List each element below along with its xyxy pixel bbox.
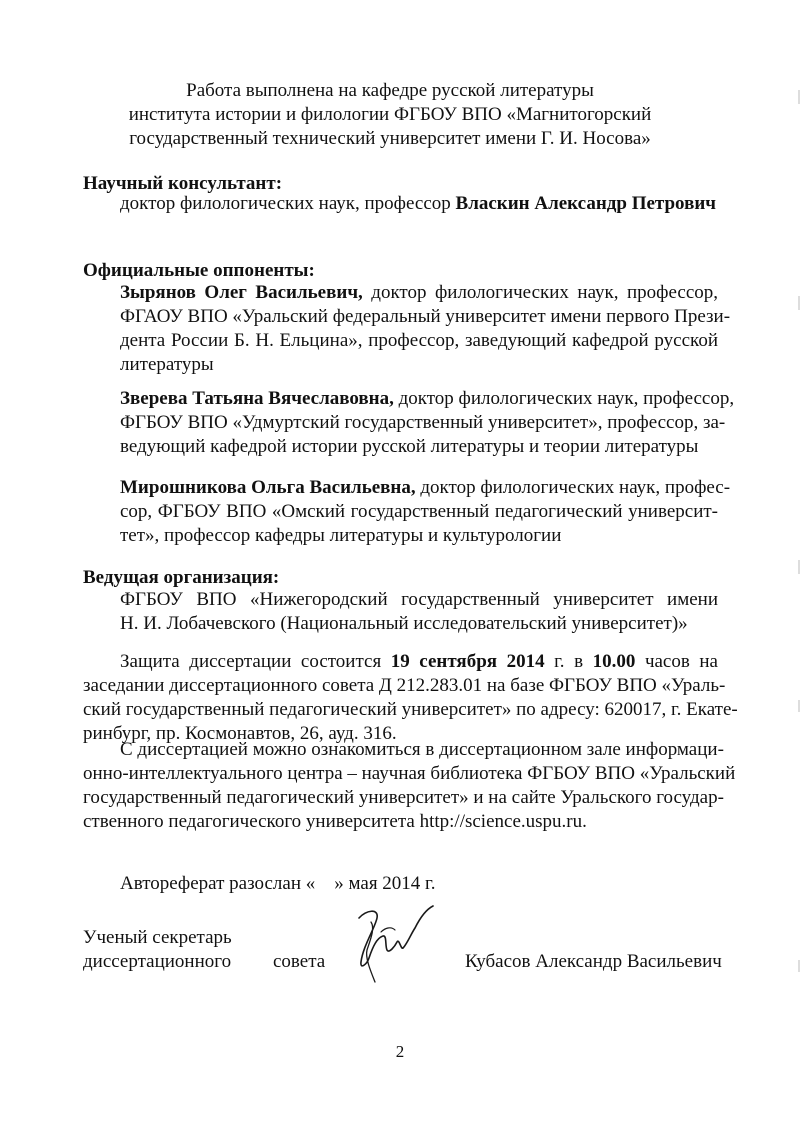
secretary-name: Кубасов Александр Васильевич [465,951,722,972]
opponent-3-title: доктор филологических наук, профес- [415,477,731,498]
sent-date: Автореферат разослан « » мая 2014 г. [120,873,436,894]
consultant-line [120,192,718,216]
consultant-heading: Научный консультант: [83,173,283,194]
header-line-2: института истории и филологии ФГБОУ ВПО «Магнитогорский [128,104,652,125]
header-block [100,79,680,151]
leading-org-line-1: ФГБОУ ВПО «Нижегородский государственный университет имени [120,589,718,610]
secretary-label-word: совета [273,951,326,972]
consultant-title: доктор филологических наук, профессор [120,193,456,214]
header-line-3: государственный технический университет имени Г. И. Носова» [129,128,651,149]
defense-paragraph: Защита диссертации состоится 19 сентября 2014 г. в 10.00 часов на заседании диссертационного совета Д 212.283.01 на базе ФГБОУ ВПО «Ураль- ский государственный педагогический университет» по адресу: 620017, г. Екате- ринбург, пр. Космонавтов, 26, ауд. 316. [83,651,738,744]
opponent-3-name: Мирошникова Ольга Васильевна, [120,477,416,498]
leading-org-heading: Ведущая организация: [83,567,280,588]
defense-date: 19 сентября 2014 [390,651,545,672]
opponent-1-line-2: ФГАОУ ВПО «Уральский федеральный университет имени первого Прези- [120,306,731,327]
header-line-1: Работа выполнена на кафедре русской литературы [186,80,594,101]
opponent-2-line-3: ведующий кафедрой истории русской литературы и теории литературы [120,436,699,457]
opponent-1-line-3: дента России Б. Н. Ельцина», профессор, заведующий кафедрой русской [120,330,718,351]
leading-org-line-2: Н. И. Лобачевского (Национальный исследовательский университет)» [120,613,688,634]
library-paragraph: С диссертацией можно ознакомиться в диссертационном зале информаци- онно-интеллектуального центра – научная библиотека ФГБОУ ВПО «Уральский государственный педагогический университет» и на сайте Уральского государ- ственного педагогического университета http://science.uspu.ru. [83,739,736,832]
page-number: 2 [395,1042,405,1061]
secretary-label-1: Ученый секретарь [83,927,232,948]
opponent-3-line-2: сор, ФГБОУ ВПО «Омский государственный педагогический университ- [120,501,718,522]
consultant-name: Власкин Александр Петрович [455,193,716,214]
defense-time: 10.00 [592,651,636,672]
opponents-heading: Официальные оппоненты: [83,260,315,281]
opponent-2-line-2: ФГБОУ ВПО «Удмуртский государственный университет», профессор, за- [120,412,726,433]
opponent-1-name: Зырянов Олег Васильевич, [120,282,363,303]
scan-edge-marks [794,0,800,1134]
opponent-2-title: доктор филологических наук, профессор, [393,388,735,409]
leading-org [120,588,718,636]
opponent-1-line-4: литературы [120,354,214,375]
opponent-1-title: доктор филологических наук, профессор, [362,282,719,303]
handwritten-signature [341,898,441,988]
opponent-3-line-3: тет», профессор кафедры литературы и культурологии [120,525,562,546]
secretary-label-2: диссертационного [83,951,232,972]
opponent-2-name: Зверева Татьяна Вячеславовна, [120,388,394,409]
opponent-2 [120,387,735,459]
opponent-1 [120,281,731,377]
secretary-signature-block [83,927,723,990]
opponent-3 [120,476,731,548]
